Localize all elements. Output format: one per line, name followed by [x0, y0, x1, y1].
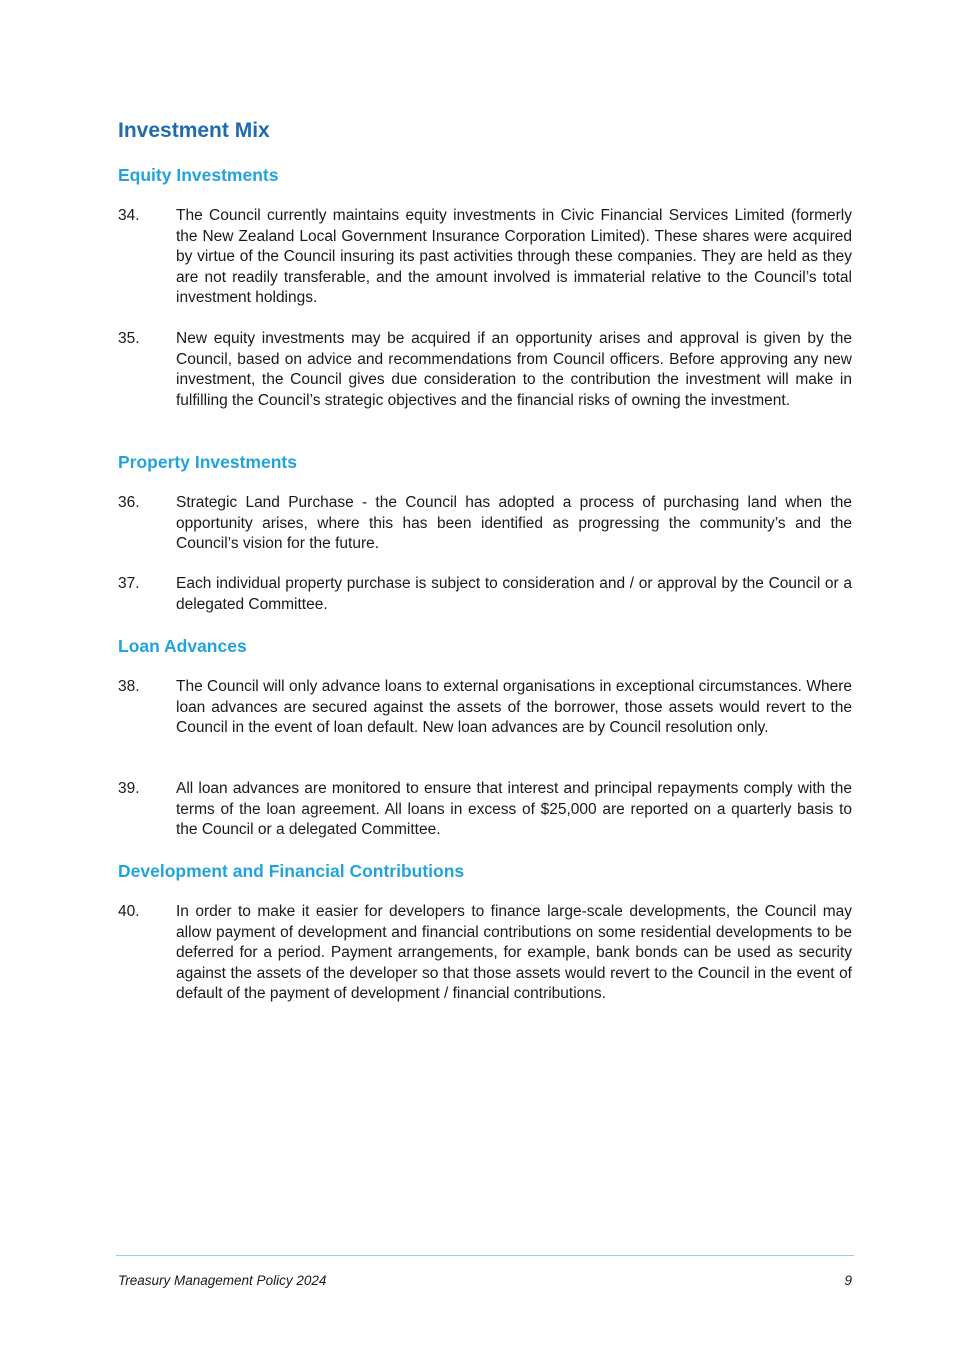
paragraph-number: 34.: [118, 207, 140, 224]
paragraph-37: [118, 574, 853, 615]
paragraph-text: Each individual property purchase is subject to consideration and / or approval by the Council or a delegated Committee.: [176, 575, 852, 613]
paragraph-number: 38.: [118, 678, 140, 695]
paragraph-38: [118, 677, 853, 739]
paragraph-number: 35.: [118, 330, 140, 347]
footer-document-title: Treasury Management Policy 2024: [118, 1273, 327, 1288]
footer-page-number: 9: [844, 1273, 852, 1288]
paragraph-number: 37.: [118, 575, 140, 592]
paragraph-number: 39.: [118, 780, 140, 797]
section-heading-equity-investments: Equity Investments: [118, 165, 279, 185]
footer-divider: [116, 1255, 854, 1256]
paragraph-39: [118, 779, 853, 841]
paragraph-text: New equity investments may be acquired if an opportunity arises and approval is given by the Council, based on advice and recommendations from Council officers. Before approving any new investment, the Council gives due consideration to the contribution the investment will make in fulfilling the Council’s strategic objectives and the financial risks of owning the investment.: [176, 330, 852, 409]
section-heading-loan-advances: Loan Advances: [118, 636, 247, 656]
paragraph-35: [118, 329, 853, 411]
paragraph-text: The Council currently maintains equity investments in Civic Financial Services Limited (formerly the New Zealand Local Government Insurance Corporation Limited). These shares were acquired by virtue of the Council insuring its past activities through these companies. They are held as they are not readily transferable, and the amount involved is immaterial relative to the Council’s total investment holdings.: [176, 207, 852, 306]
paragraph-34: [118, 206, 853, 309]
paragraph-40: [118, 902, 853, 1005]
paragraph-text: In order to make it easier for developers to finance large-scale developments, the Council may allow payment of development and financial contributions on some residential developments to be deferred for a period. Payment arrangements, for example, bank bonds can be used as security against the assets of the developer so that those assets would revert to the Council in the event of default of the payment of development / financial contributions.: [176, 903, 852, 1002]
paragraph-text: The Council will only advance loans to external organisations in exceptional circumstances. Where loan advances are secured against the assets of the borrower, those assets would revert to the Council in the event of loan default. New loan advances are by Council resolution only.: [176, 678, 852, 736]
section-heading-development-contributions: Development and Financial Contributions: [118, 861, 465, 881]
paragraph-number: 36.: [118, 494, 140, 511]
page-title: Investment Mix: [118, 119, 270, 142]
section-heading-property-investments: Property Investments: [118, 452, 297, 472]
paragraph-text: All loan advances are monitored to ensure that interest and principal repayments comply with the terms of the loan agreement. All loans in excess of $25,000 are reported on a quarterly basis to the Council or a delegated Committee.: [176, 780, 852, 838]
paragraph-number: 40.: [118, 903, 140, 920]
paragraph-text: Strategic Land Purchase - the Council has adopted a process of purchasing land when the opportunity arises, where this has been identified as progressing the community’s and the Council’s vision for the future.: [176, 494, 852, 552]
paragraph-36: [118, 493, 853, 555]
